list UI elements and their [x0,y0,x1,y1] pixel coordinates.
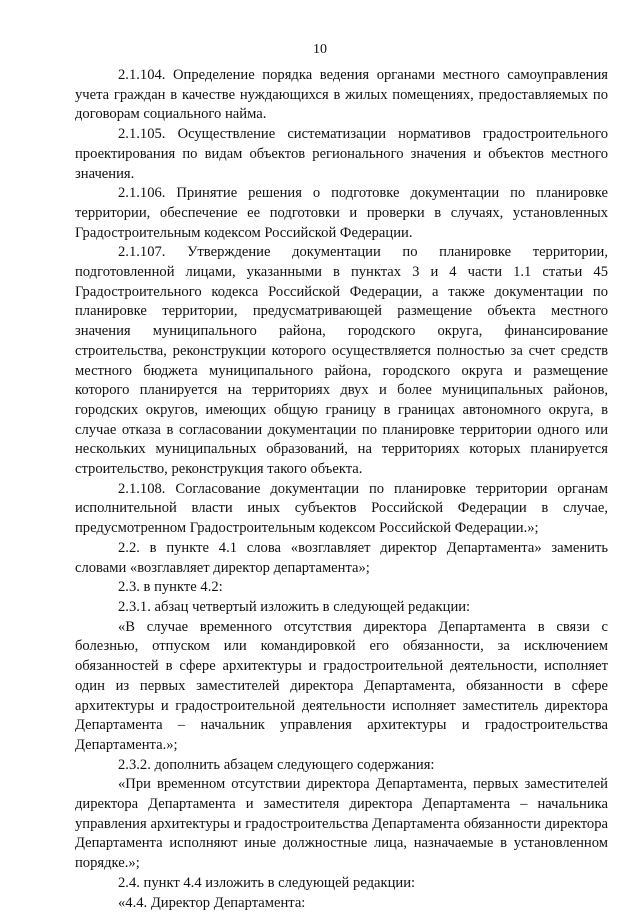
paragraph-quote-additional-absence: «При временном отсутствии директора Департамента, первых заместителей директора Департамента и заместителя директора Департамента – начальника управления архитектуры и градостроительства Департамента обязанности директора Департамента исполняют иные должностные лица, назначаемые в установленном порядке.»; [75,776,608,872]
paragraph-2-3: 2.3. в пункте 4.2: [118,579,223,596]
paragraph-2-1-107: 2.1.107. Утверждение документации по планировке территории, подготовленной лицами, указанными в пунктах 3 и 4 части 1.1 статьи 45 Градостроительного кодекса Российской Федерации, а также документации по планировке территории, предусматривающей размещение объекта местного значения муниципального района, городского округа, финансирование строительства, реконструкции которого осуществляется полностью за счет средств местного бюджета муниципального района, городского округа и размещение которого планируется на территориях двух и более муниципальных районов, городских округов, имеющих общую границу в границах автономного округа, в случае отказа в согласовании документации по планировке территории одного или нескольких муниципальных образований, на территориях которых планируется строительство, реконструкция такого объекта. [75,244,608,478]
paragraph-4-4: «4.4. Директор Департамента: [118,894,306,911]
paragraph-2-3-2: 2.3.2. дополнить абзацем следующего содержания: [118,756,435,773]
paragraph-2-4: 2.4. пункт 4.4 изложить в следующей редакции: [118,874,416,891]
paragraph-quote-temporary-absence: «В случае временного отсутствия директора Департамента в связи с болезнью, отпуском или командировкой его обязанности, за исключением обязанностей в сфере архитектуры и градостроительной деятельности, исполняет один из первых заместителей директора Департамента, обязанности в сфере архитектуры и градостроительной деятельности исполняет заместитель директора Департамента – начальник управления архитектуры и градостроительства Департамента.»; [75,618,608,753]
page-number: 10 [313,42,327,57]
paragraph-2-1-104: 2.1.104. Определение порядка ведения органами местного самоуправления учета граждан в качестве нуждающихся в жилых помещениях, предоставляемых по договорам социального найма. [75,67,608,123]
document-body [75,66,608,913]
paragraph-2-1-106: 2.1.106. Принятие решения о подготовке документации по планировке территории, обеспечение ее подготовки и проверки в случаях, установленных Градостроительным кодексом Российской Федерации. [75,185,608,241]
paragraph-2-3-1: 2.3.1. абзац четвертый изложить в следующей редакции: [118,598,471,615]
paragraph-2-1-105: 2.1.105. Осуществление систематизации нормативов градостроительного проектирования по видам объектов регионального значения и объектов местного значения. [75,126,608,182]
paragraph-2-1-108: 2.1.108. Согласование документации по планировке территории органам исполнительной власти иных субъектов Российской Федерации в случае, предусмотренном Градостроительным кодексом Российской Федерации.»; [75,480,608,537]
paragraph-2-2: 2.2. в пункте 4.1 слова «возглавляет директор Департамента» заменить словами «возглавляет директор департамента»; [75,539,608,576]
